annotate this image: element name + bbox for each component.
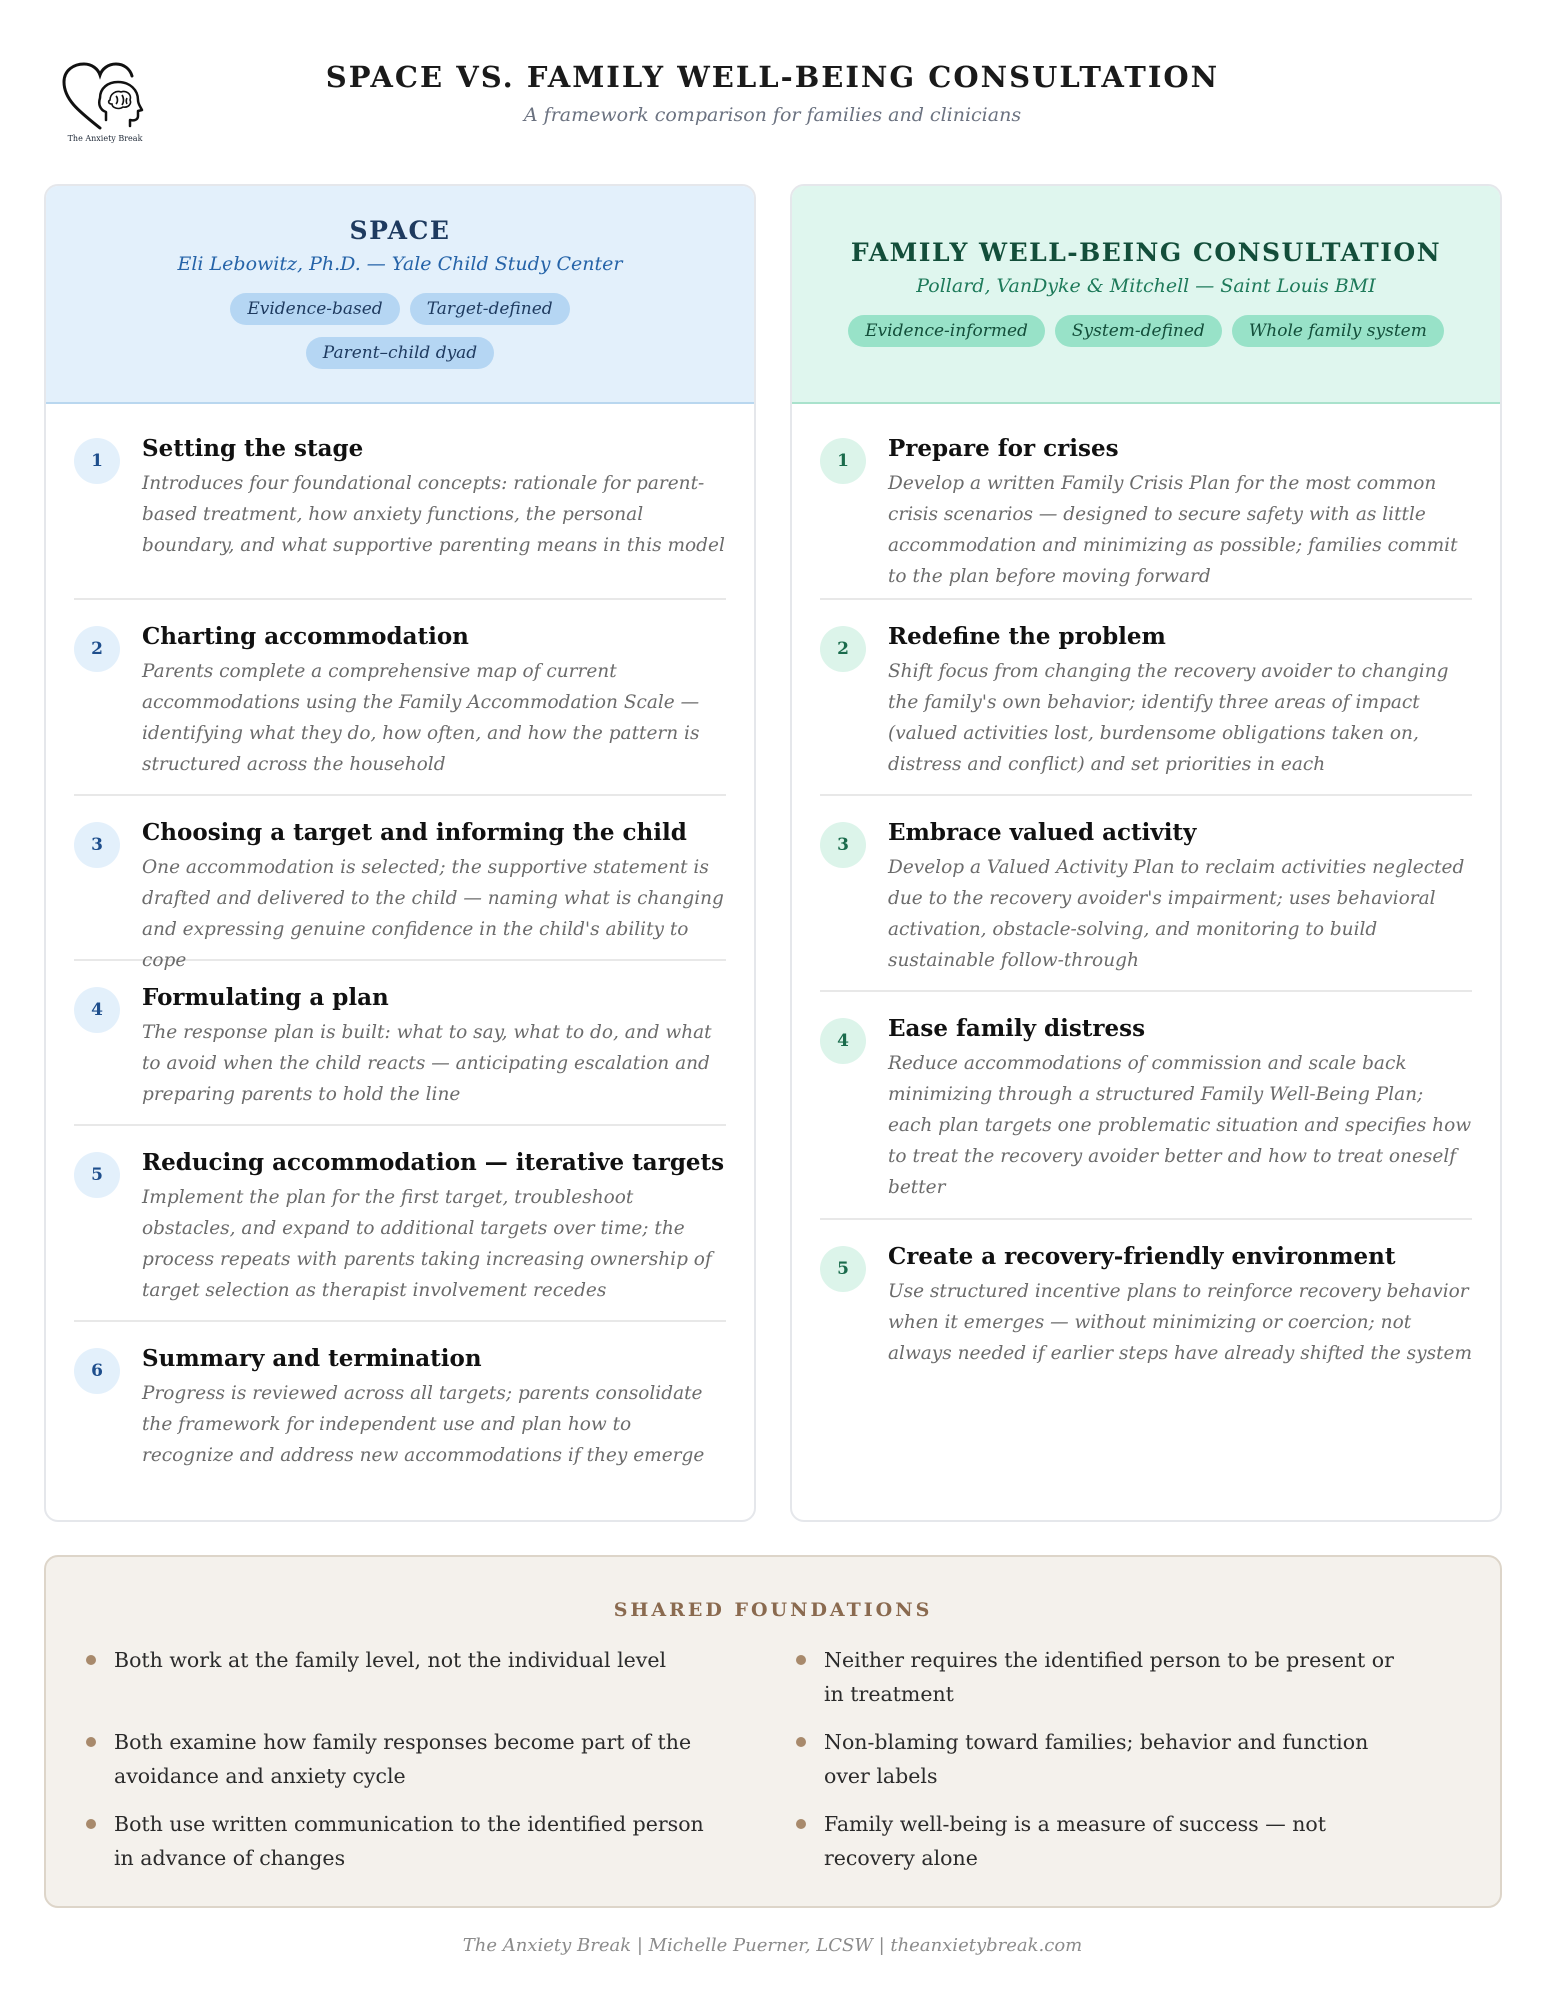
step-title: Prepare for crises bbox=[888, 435, 1119, 462]
step-number: 2 bbox=[74, 626, 120, 672]
shared-foundations bbox=[44, 1555, 1502, 1908]
step-title: Reducing accommodation — iterative targets bbox=[142, 1149, 725, 1176]
step-description: One accommodation is selected; the supportive statement is drafted and delivered to the child — naming what is changing and expressing genuine confidence in the child's ability to cope bbox=[142, 857, 724, 971]
page-header bbox=[0, 0, 1545, 170]
space-step bbox=[74, 961, 726, 1126]
step-number: 5 bbox=[74, 1152, 120, 1198]
step-description: Shift focus from changing the recovery avoider to changing the family's own behavior; identify three areas of impact (valued activities lost, burdensome obligations taken on, distress and conflict) and set priorities in each bbox=[888, 661, 1449, 775]
step-title: Choosing a target and informing the child bbox=[142, 819, 687, 846]
shared-item: Both work at the family level, not the individual level bbox=[86, 1643, 706, 1677]
step-title: Summary and termination bbox=[142, 1345, 482, 1372]
step-description: Develop a Valued Activity Plan to reclaim activities neglected due to the recovery avoider's impairment; uses behavioral activation, obstacle-solving, and monitoring to build sustainable follow-through bbox=[888, 857, 1465, 971]
tag-evidence-based: Evidence-based bbox=[230, 293, 399, 325]
page-subtitle: A framework comparison for families and clinicians bbox=[523, 104, 1022, 126]
step-description: Parents complete a comprehensive map of current accommodations using the Family Accommodation Scale — identifying what they do, how often, and how the pattern is structured across the household bbox=[142, 661, 700, 775]
fwbc-header bbox=[792, 186, 1500, 404]
space-subtitle: Eli Lebowitz, Ph.D. — Yale Child Study Center bbox=[177, 253, 623, 275]
step-number: 6 bbox=[74, 1348, 120, 1394]
tag-evidence-informed: Evidence-informed bbox=[848, 315, 1045, 347]
step-number: 3 bbox=[820, 822, 866, 868]
fwbc-step bbox=[820, 404, 1472, 600]
shared-list-left bbox=[86, 1643, 706, 1875]
space-header bbox=[46, 186, 754, 404]
step-title: Embrace valued activity bbox=[888, 819, 1197, 846]
step-title: Formulating a plan bbox=[142, 984, 389, 1011]
fwbc-step bbox=[820, 796, 1472, 992]
fwbc-step bbox=[820, 992, 1472, 1220]
step-title: Setting the stage bbox=[142, 435, 364, 462]
step-number: 3 bbox=[74, 822, 120, 868]
step-number: 1 bbox=[74, 438, 120, 484]
space-title: SPACE bbox=[349, 216, 451, 245]
step-description: Implement the plan for the first target, troubleshoot obstacles, and expand to additional targets over time; the process repeats with parents taking increasing ownership of target selection as therapist involvement recedes bbox=[142, 1187, 712, 1301]
shared-list-right bbox=[796, 1643, 1416, 1875]
fwbc-tags bbox=[816, 315, 1476, 347]
tag-whole-family-system: Whole family system bbox=[1232, 315, 1444, 347]
space-step bbox=[74, 404, 726, 600]
logo-text: The Anxiety Break bbox=[67, 134, 143, 143]
step-title: Create a recovery-friendly environment bbox=[888, 1243, 1396, 1270]
shared-item: Family well-being is a measure of success — not recovery alone bbox=[796, 1807, 1416, 1875]
space-step bbox=[74, 796, 726, 971]
step-description: Use structured incentive plans to reinforce recovery behavior when it emerges — without minimizing or coercion; not always needed if earlier steps have already shifted the system bbox=[888, 1281, 1473, 1364]
step-description: Reduce accommodations of commission and scale back minimizing through a structured Family Well-Being Plan; each plan targets one problematic situation and specifies how to treat the recovery avoider better and how to treat oneself better bbox=[888, 1053, 1472, 1198]
shared-item: Non-blaming toward families; behavior and function over labels bbox=[796, 1725, 1416, 1793]
step-title: Redefine the problem bbox=[888, 623, 1166, 650]
space-step bbox=[74, 1126, 726, 1322]
fwbc-column bbox=[790, 184, 1502, 1522]
space-step bbox=[74, 1322, 726, 1487]
shared-item: Both examine how family responses become part of the avoidance and anxiety cycle bbox=[86, 1725, 706, 1793]
step-description: Progress is reviewed across all targets; parents consolidate the framework for independent use and plan how to recognize and address new accommodations if they emerge bbox=[142, 1383, 705, 1466]
space-tags bbox=[190, 293, 610, 369]
shared-title: SHARED FOUNDATIONS bbox=[613, 1599, 933, 1621]
fwbc-title: FAMILY WELL-BEING CONSULTATION bbox=[850, 238, 1442, 267]
shared-item: Neither requires the identified person to be present or in treatment bbox=[796, 1643, 1416, 1711]
space-column bbox=[44, 184, 756, 1522]
tag-system-defined: System-defined bbox=[1055, 315, 1222, 347]
footer: The Anxiety Break | Michelle Puerner, LCSW | theanxietybreak.com bbox=[462, 1935, 1083, 1956]
step-number: 1 bbox=[820, 438, 866, 484]
fwbc-steps bbox=[820, 404, 1472, 1385]
fwbc-step bbox=[820, 1220, 1472, 1385]
tag-parent-child-dyad: Parent–child dyad bbox=[306, 337, 494, 369]
step-number: 4 bbox=[74, 987, 120, 1033]
step-description: The response plan is built: what to say, what to do, and what to avoid when the child reacts — anticipating escalation and preparing parents to hold the line bbox=[142, 1022, 712, 1105]
fwbc-subtitle: Pollard, VanDyke & Mitchell — Saint Louis BMI bbox=[916, 275, 1376, 297]
step-description: Introduces four foundational concepts: rationale for parent-based treatment, how anxiety functions, the personal boundary, and what supportive parenting means in this model bbox=[142, 473, 725, 556]
space-step bbox=[74, 600, 726, 796]
step-number: 2 bbox=[820, 626, 866, 672]
page-title: SPACE VS. FAMILY WELL-BEING CONSULTATION bbox=[325, 60, 1220, 94]
space-steps bbox=[74, 404, 726, 1487]
step-title: Charting accommodation bbox=[142, 623, 469, 650]
shared-item: Both use written communication to the identified person in advance of changes bbox=[86, 1807, 706, 1875]
step-number: 4 bbox=[820, 1018, 866, 1064]
step-title: Ease family distress bbox=[888, 1015, 1146, 1042]
fwbc-step bbox=[820, 600, 1472, 796]
tag-target-defined: Target-defined bbox=[410, 293, 570, 325]
step-number: 5 bbox=[820, 1246, 866, 1292]
step-description: Develop a written Family Crisis Plan for the most common crisis scenarios — designed to secure safety with as little accommodation and minimizing as possible; families commit to the plan before moving forward bbox=[888, 473, 1458, 587]
